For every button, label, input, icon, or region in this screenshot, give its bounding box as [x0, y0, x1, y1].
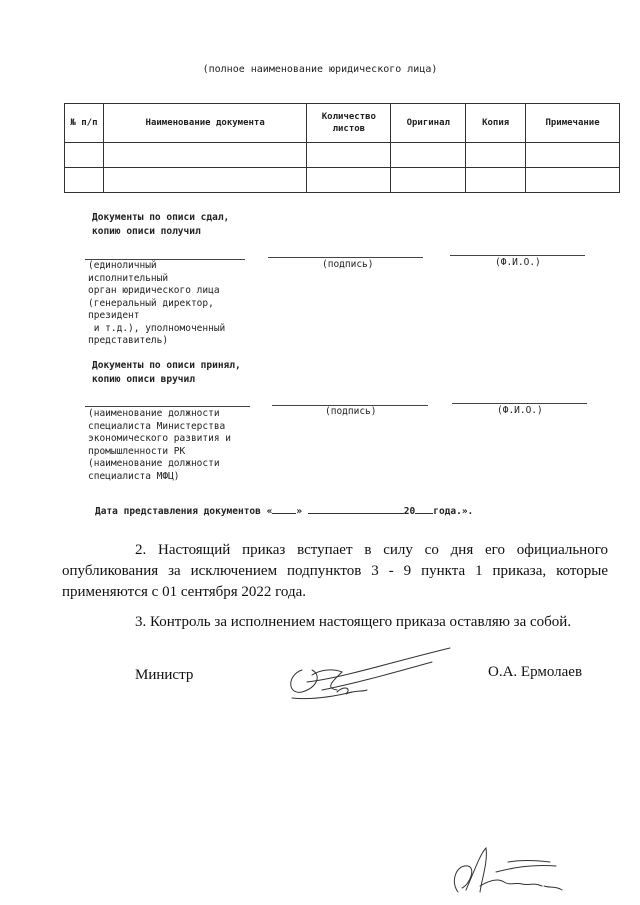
section2-fio-line — [452, 403, 587, 404]
minister-title: Министр — [135, 667, 194, 683]
col-sheet-count-header: Количество листов — [307, 104, 391, 143]
approval-signature-image — [446, 842, 576, 900]
paragraph-2: 2. Настоящий приказ вступает в силу со дня его официального опубликования за исключением подпунктов 3 - 9 пункта 1 приказа, которые применяются с 01 сентября 2022 года. — [62, 542, 608, 600]
minister-name: О.А. Ермолаев — [488, 664, 583, 680]
col-copy-header: Копия — [466, 104, 526, 143]
date-submission-line: Дата представления документов « » 20 года.». — [95, 503, 473, 517]
table-cell — [466, 168, 526, 193]
section1-signature-caption: (подпись) — [322, 259, 374, 270]
table-cell — [307, 168, 391, 193]
paragraph-3: 3. Контроль за исполнением настоящего приказа оставляю за собой. — [135, 614, 572, 630]
table-cell — [307, 143, 391, 168]
day-blank — [272, 503, 296, 514]
section1-position-caption: (единоличный исполнительный орган юридического лица (генеральный директор, президент и т.д.), уполномоченный представитель) — [88, 260, 226, 346]
table-cell — [65, 143, 104, 168]
table-cell — [391, 168, 466, 193]
minister-signature-image — [282, 640, 457, 705]
table-cell — [65, 168, 104, 193]
section2-title: Документы по описи принял, копию описи вручил — [92, 360, 241, 385]
section2-fio-caption: (Ф.И.О.) — [497, 405, 543, 416]
table-cell — [391, 143, 466, 168]
table-row — [65, 168, 620, 193]
table-cell — [103, 143, 307, 168]
section1-fio-line — [450, 255, 585, 256]
section1-signature-line — [268, 257, 423, 258]
table-cell — [466, 143, 526, 168]
table-cell — [103, 168, 307, 193]
table-header-row — [65, 104, 620, 143]
section1-title: Документы по описи сдал, копию описи получил — [92, 212, 230, 237]
table-row — [65, 143, 620, 168]
month-blank — [308, 503, 404, 514]
header-caption: (полное наименование юридического лица) — [202, 64, 438, 75]
col-number-header: № п/п — [65, 104, 104, 143]
table-cell — [526, 168, 620, 193]
section2-position-line — [85, 406, 250, 407]
section2-signature-caption: (подпись) — [325, 406, 377, 417]
table-cell — [526, 143, 620, 168]
col-note-header: Примечание — [526, 104, 620, 143]
section1-fio-caption: (Ф.И.О.) — [495, 257, 541, 268]
section2-position-caption: (наименование должности специалиста Министерства экономического развития и промышленности РК (наименование должности специалиста МФЦ) — [88, 408, 231, 482]
inventory-table — [64, 103, 620, 193]
col-original-header: Оригинал — [391, 104, 466, 143]
col-document-name-header: Наименование документа — [103, 104, 307, 143]
year-blank — [415, 503, 433, 514]
